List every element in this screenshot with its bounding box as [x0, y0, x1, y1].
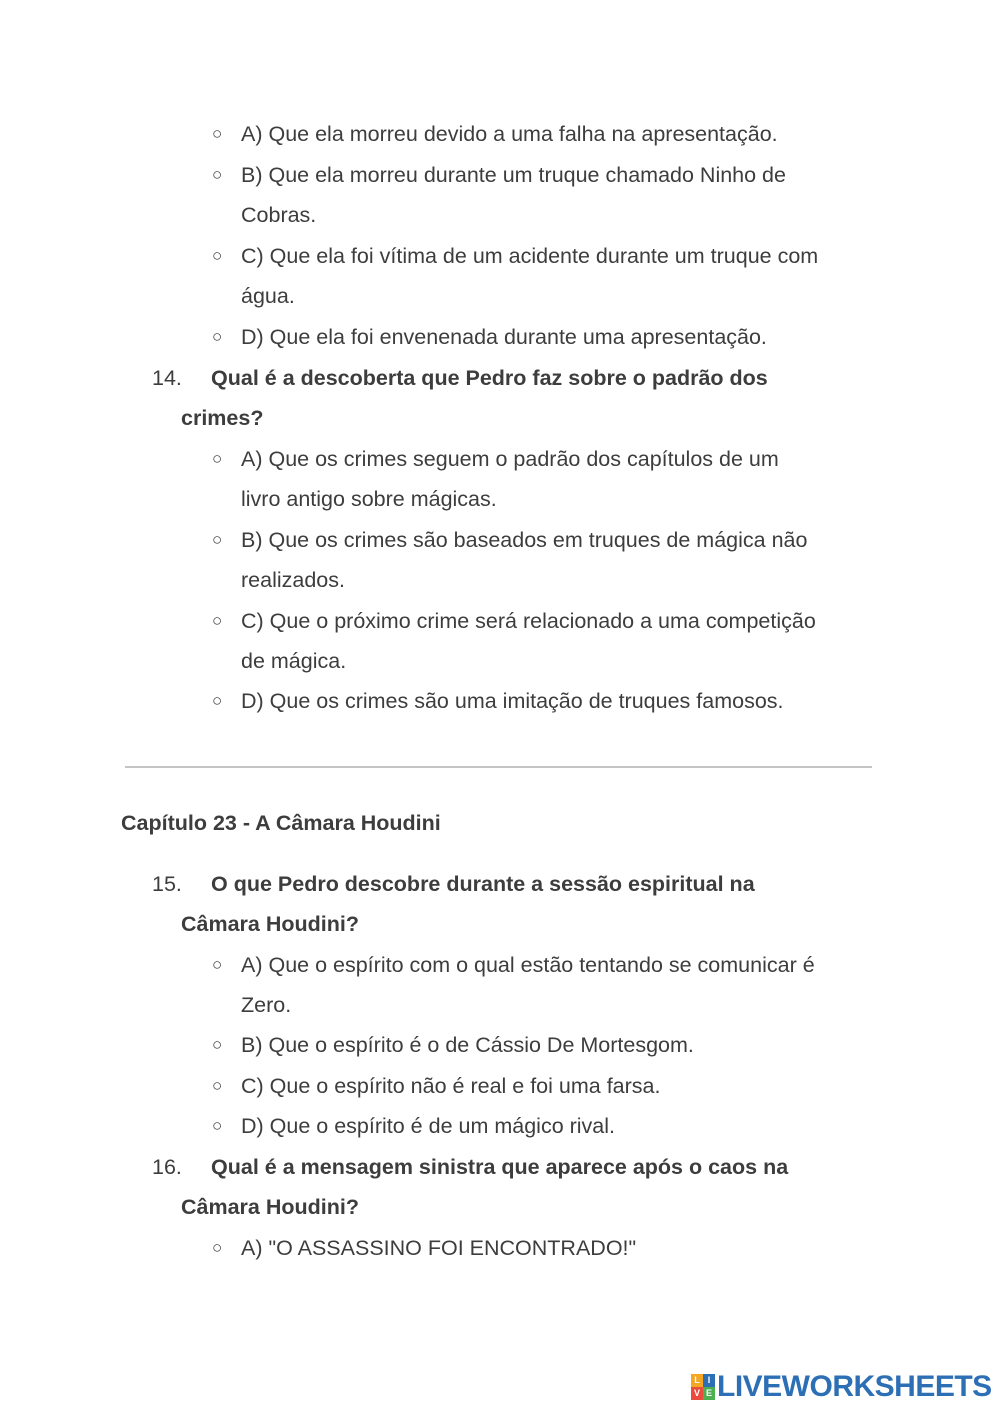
q14-option-a[interactable]: A) Que os crimes seguem o padrão dos capítulos de um [241, 447, 779, 471]
q13-option-a[interactable]: A) Que ela morreu devido a uma falha na apresentação. [241, 122, 778, 146]
liveworksheets-wordmark: LIVEWORKSHEETS [717, 1370, 992, 1403]
q14-number: 14. [152, 366, 182, 390]
option-bullet-icon: ○ [212, 327, 223, 346]
logo-mark-letter: E [703, 1387, 715, 1400]
q14-question-cont: crimes? [181, 406, 264, 430]
q15-number: 15. [152, 872, 182, 896]
q13-option-b[interactable]: B) Que ela morreu durante um truque chamado Ninho de [241, 163, 786, 187]
q13-option-b-cont[interactable]: Cobras. [241, 203, 317, 227]
q14-option-a-cont[interactable]: livro antigo sobre mágicas. [241, 487, 497, 511]
q14-option-d[interactable]: D) Que os crimes são uma imitação de truques famosos. [241, 689, 784, 713]
option-bullet-icon: ○ [212, 246, 223, 265]
q15-option-b[interactable]: B) Que o espírito é o de Cássio De Mortesgom. [241, 1033, 694, 1057]
option-bullet-icon: ○ [212, 691, 223, 710]
q13-option-c[interactable]: C) Que ela foi vítima de um acidente durante um truque com [241, 244, 819, 268]
chapter-title: Capítulo 23 - A Câmara Houdini [121, 811, 441, 835]
option-bullet-icon: ○ [212, 1238, 223, 1257]
q15-question: O que Pedro descobre durante a sessão espiritual na [211, 872, 755, 896]
option-bullet-icon: ○ [212, 1116, 223, 1135]
q13-option-d[interactable]: D) Que ela foi envenenada durante uma apresentação. [241, 325, 767, 349]
option-bullet-icon: ○ [212, 449, 223, 468]
option-bullet-icon: ○ [212, 611, 223, 630]
q14-option-b[interactable]: B) Que os crimes são baseados em truques de mágica não [241, 528, 808, 552]
q15-option-d[interactable]: D) Que o espírito é de um mágico rival. [241, 1114, 616, 1138]
option-bullet-icon: ○ [212, 1035, 223, 1054]
q16-question-cont: Câmara Houdini? [181, 1195, 359, 1219]
section-divider [125, 766, 872, 768]
q14-option-b-cont[interactable]: realizados. [241, 568, 345, 592]
q16-question: Qual é a mensagem sinistra que aparece após o caos na [211, 1155, 789, 1179]
option-bullet-icon: ○ [212, 530, 223, 549]
option-bullet-icon: ○ [212, 165, 223, 184]
q16-number: 16. [152, 1155, 182, 1179]
q15-question-cont: Câmara Houdini? [181, 912, 359, 936]
logo-mark-letter: I [703, 1374, 715, 1387]
logo-mark-letter: L [691, 1374, 703, 1387]
option-bullet-icon: ○ [212, 955, 223, 974]
liveworksheets-mark-icon [691, 1374, 715, 1400]
q15-option-c[interactable]: C) Que o espírito não é real e foi uma farsa. [241, 1074, 661, 1098]
logo-mark-letter: V [691, 1387, 703, 1400]
option-bullet-icon: ○ [212, 1076, 223, 1095]
q15-option-a[interactable]: A) Que o espírito com o qual estão tentando se comunicar é [241, 953, 815, 977]
q14-option-c-cont[interactable]: de mágica. [241, 649, 347, 673]
q13-option-c-cont[interactable]: água. [241, 284, 295, 308]
option-bullet-icon: ○ [212, 124, 223, 143]
q16-option-a[interactable]: A) "O ASSASSINO FOI ENCONTRADO!" [241, 1236, 637, 1260]
q14-option-c[interactable]: C) Que o próximo crime será relacionado a uma competição [241, 609, 816, 633]
q15-option-a-cont[interactable]: Zero. [241, 993, 292, 1017]
liveworksheets-logo[interactable] [691, 1371, 992, 1403]
q14-question: Qual é a descoberta que Pedro faz sobre o padrão dos [211, 366, 768, 390]
